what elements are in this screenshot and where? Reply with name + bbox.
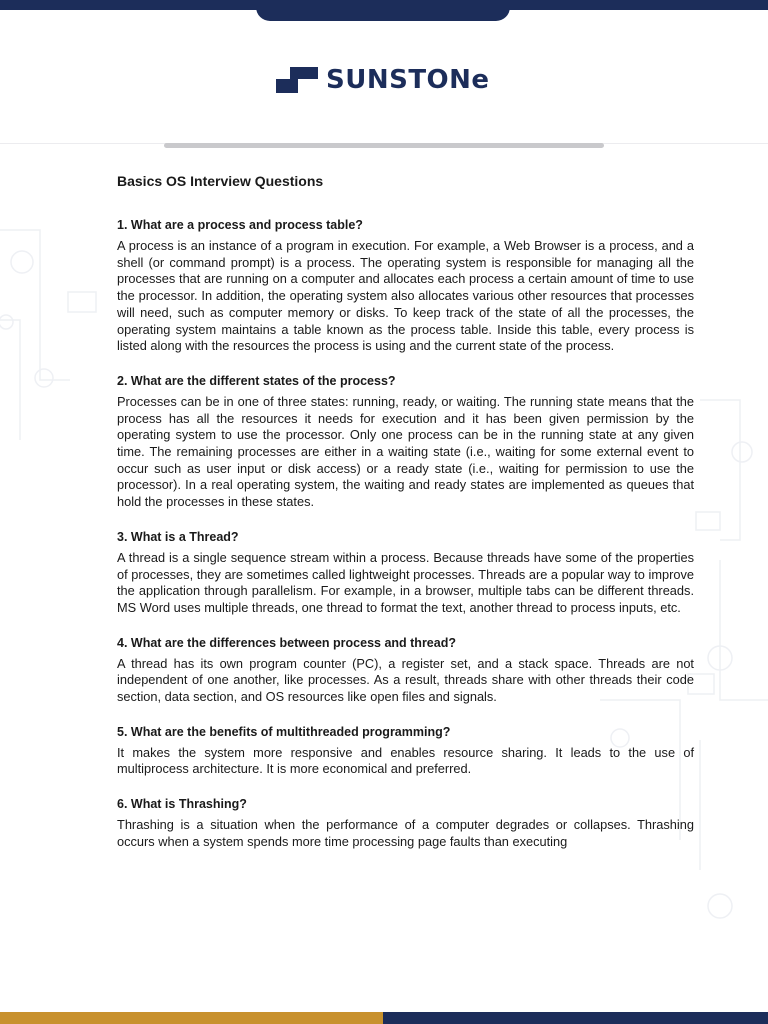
- brand-name: SUNSTONe: [326, 65, 490, 95]
- question-answer: Processes can be in one of three states: running, ready, or waiting. The running state means that the process has all the resources it needs for execution and it has been given permission by the operating system to use the processor. Only one process can be in the running state at any given time. The remaining processes are either in a waiting state (i.e., waiting for some external event to occur such as user input or disk access) or a ready state (i.e., waiting for permission to use the processor). In a real operating system, the waiting and ready states are implemented as queues that hold the processes in these states.: [117, 393, 694, 510]
- question-2: [117, 373, 694, 511]
- horizontal-scrollbar[interactable]: [164, 143, 604, 148]
- question-title: 1. What are a process and process table?: [117, 218, 363, 232]
- question-title: 3. What is a Thread?: [117, 529, 239, 544]
- question-title: 5. What are the benefits of multithreaded programming?: [117, 724, 451, 739]
- footer-accent-bar: [0, 1012, 768, 1024]
- document-header: [0, 60, 768, 100]
- question-title: 6. What is Thrashing?: [117, 797, 247, 812]
- footer-accent-gold: [0, 1012, 383, 1024]
- question-answer: A thread has its own program counter (PC), a register set, and a stack space. Threads are not independent of one another, like processes. As a result, threads share with other threads their code section, data section, and OS resources like open files and signals.: [117, 655, 694, 705]
- question-answer: A thread is a single sequence stream within a process. Because threads have some of the properties of processes, they are sometimes called lightweight processes. Threads are a popular way to improve the application through parallelism. For example, in a browser, multiple tabs can be different threads. MS Word uses multiple threads, one thread to format the text, another thread to process inputs, etc.: [117, 549, 694, 615]
- question-answer: It makes the system more responsive and enables resource sharing. It leads to the use of multiprocess architecture. It is more economical and preferred.: [117, 744, 694, 777]
- sunstone-logo-icon: [276, 67, 318, 93]
- question-4: [117, 635, 694, 706]
- question-answer: Thrashing is a situation when the performance of a computer degrades or collapses. Thrashing occurs when a system spends more time processing page faults than executing: [117, 817, 694, 849]
- question-1: [117, 217, 694, 355]
- top-accent-tab: [256, 0, 510, 21]
- question-title: 4. What are the differences between process and thread?: [117, 635, 456, 650]
- footer-accent-navy: [383, 1012, 768, 1024]
- question-3: [117, 529, 694, 617]
- sunstone-logo: [276, 64, 496, 96]
- question-6: [117, 796, 694, 850]
- question-answer: A process is an instance of a program in execution. For example, a Web Browser is a process, and a shell (or command prompt) is a process. The operating system is responsible for managing all the processes that are running on a computer and allocates each process a certain amount of time to use the processor. In addition, the operating system also allocates various other resources that processes will need, such as computer memory or disks. To keep track of the state of all the processes, the operating system maintains a table known as the process table. Inside this table, every process is listed along with the resources the process is using and the current state of the process.: [117, 238, 694, 354]
- document-title: Basics OS Interview Questions: [117, 173, 324, 189]
- question-title: 2. What are the different states of the process?: [117, 373, 396, 388]
- question-5: [117, 724, 694, 778]
- document-content: [117, 172, 694, 869]
